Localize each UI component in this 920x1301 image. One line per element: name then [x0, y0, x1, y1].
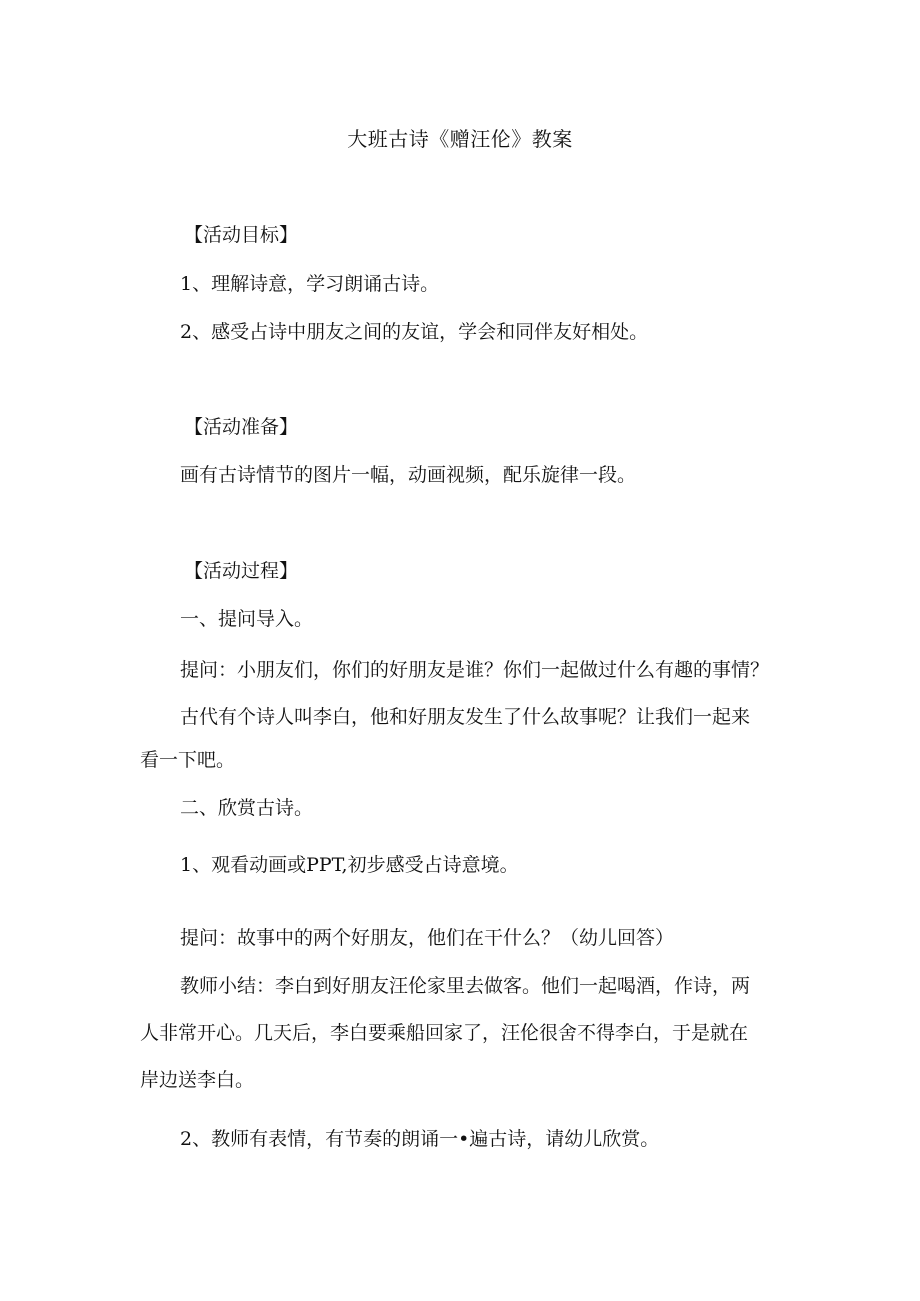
goal-item-2: 2、感受占诗中朋友之间的友谊，学会和同伴友好相处。 [180, 321, 649, 343]
document-title: 大班古诗《赠汪伦》教案 [347, 127, 573, 151]
goals-heading: 【活动目标】 [184, 224, 299, 246]
preparation-text: 画有古诗情节的图片一幅，动画视频，配乐旋律一段。 [180, 464, 637, 486]
step2-item-1: 1、观看动画或PPT,初步感受占诗意境。 [180, 854, 519, 876]
summary-line3: 岸边送李白。 [140, 1069, 255, 1091]
step1-title: 一、提问导入。 [180, 608, 314, 630]
step2-title: 二、欣赏古诗。 [180, 797, 314, 819]
step1-paragraph-line1: 古代有个诗人叫李白，他和好朋友发生了什么故事呢？让我们一起来 [180, 706, 751, 728]
process-heading: 【活动过程】 [184, 560, 299, 582]
summary-line2: 人非常开心。几天后，李白要乘船回家了，汪伦很舍不得李白，于是就在 [140, 1022, 749, 1044]
step1-question: 提问：小朋友们，你们的好朋友是谁？你们一起做过什么有趣的事情？ [180, 659, 770, 681]
step1-paragraph-line2: 看一下吧。 [140, 749, 236, 771]
step2-question: 提问：故事中的两个好朋友，他们在干什么？（幼儿回答） [180, 927, 675, 949]
summary-line1: 教师小结：李白到好朋友汪伦家里去做客。他们一起喝酒，作诗，两 [180, 975, 751, 997]
preparation-heading: 【活动准备】 [184, 416, 299, 438]
goal-item-1: 1、理解诗意，学习朗诵古诗。 [180, 273, 440, 295]
step2-item-2: 2、教师有表情，有节奏的朗诵一•遍古诗，请幼儿欣赏。 [180, 1128, 660, 1150]
